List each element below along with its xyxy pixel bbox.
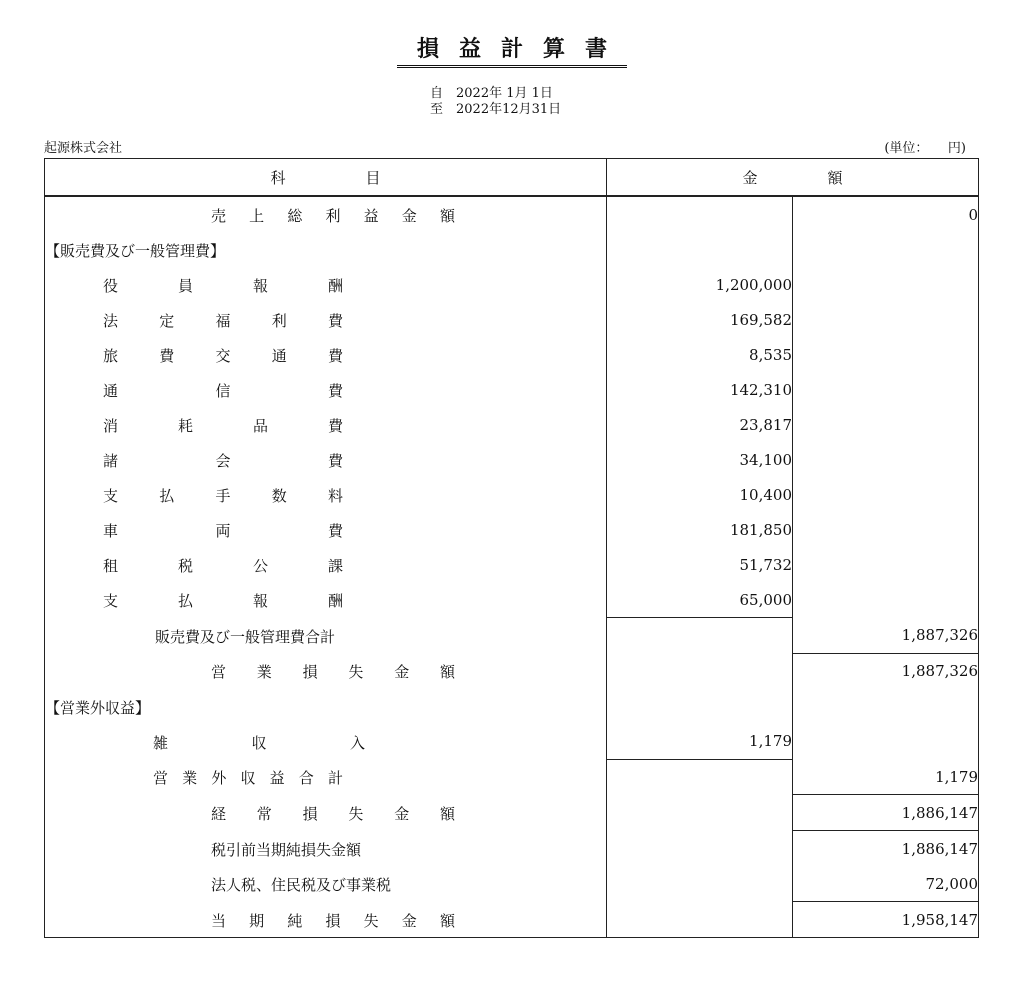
row-label: 営 業 損 失 金 額	[211, 663, 455, 681]
header-subject: 科目	[45, 159, 607, 197]
table-row	[45, 232, 979, 267]
row-label: 旅 費 交 通 費	[103, 347, 343, 365]
row-total-amount: 1,886,147	[793, 831, 979, 867]
row-subject	[45, 302, 607, 337]
row-subject	[45, 267, 607, 302]
row-subject	[45, 759, 607, 795]
table-row	[45, 512, 979, 547]
row-subject	[45, 477, 607, 512]
table-row	[45, 442, 979, 477]
row-subject	[45, 196, 607, 232]
table-row	[45, 724, 979, 760]
table-row	[45, 689, 979, 724]
row-detail-amount	[607, 795, 793, 831]
row-detail-amount: 1,200,000	[607, 267, 793, 302]
row-total-amount	[793, 477, 979, 512]
table-row	[45, 302, 979, 337]
row-subject	[45, 582, 607, 618]
row-total-amount	[793, 442, 979, 477]
table-header-row	[45, 159, 979, 197]
income-statement-table	[44, 158, 979, 938]
company-name: 起源株式会社	[44, 141, 123, 156]
row-label: 税引前当期純損失金額	[211, 840, 362, 859]
row-label: 法人税、住民税及び事業税	[211, 876, 392, 894]
row-total-amount	[793, 407, 979, 442]
row-total-amount	[793, 302, 979, 337]
row-label: 租 税 公 課	[103, 557, 343, 575]
row-label: 【営業外収益】	[45, 698, 151, 717]
row-subject	[45, 866, 607, 902]
row-total-amount: 1,886,147	[793, 795, 979, 831]
row-label: 雑 収 入	[153, 733, 365, 752]
table-row	[45, 831, 979, 867]
row-detail-amount	[607, 759, 793, 795]
row-label: 支 払 報 酬	[103, 592, 343, 610]
row-subject	[45, 618, 607, 654]
row-subject	[45, 407, 607, 442]
row-label: 通 信 費	[103, 382, 343, 400]
row-detail-amount	[607, 232, 793, 267]
row-subject	[45, 232, 607, 267]
row-detail-amount: 169,582	[607, 302, 793, 337]
table-row	[45, 618, 979, 654]
unit-label: (単位： 円)	[884, 141, 966, 156]
row-total-amount: 1,958,147	[793, 902, 979, 938]
row-total-amount	[793, 547, 979, 582]
row-total-amount: 72,000	[793, 866, 979, 902]
row-total-amount: 1,887,326	[793, 618, 979, 654]
row-subject	[45, 512, 607, 547]
row-detail-amount	[607, 831, 793, 867]
table-row	[45, 477, 979, 512]
row-total-amount	[793, 512, 979, 547]
table-row	[45, 866, 979, 902]
row-label: 当 期 純 損 失 金 額	[211, 911, 455, 930]
row-label: 営 業 外 収 益 合 計	[153, 769, 343, 787]
row-subject	[45, 442, 607, 477]
table-row	[45, 582, 979, 618]
row-label: 売 上 総 利 益 金 額	[211, 207, 455, 225]
period-to: 至 2022年12月31日	[430, 102, 562, 117]
row-total-amount: 1,887,326	[793, 653, 979, 689]
row-detail-amount	[607, 618, 793, 654]
row-total-amount	[793, 372, 979, 407]
table-row	[45, 407, 979, 442]
row-subject	[45, 795, 607, 831]
row-label: 経 常 損 失 金 額	[211, 804, 455, 823]
row-detail-amount: 181,850	[607, 512, 793, 547]
table-row	[45, 653, 979, 689]
row-subject	[45, 653, 607, 689]
document-title: 損益計算書	[0, 32, 1024, 68]
period-from: 自 2022年 1月 1日	[430, 86, 553, 101]
row-total-amount: 0	[793, 196, 979, 232]
row-total-amount	[793, 267, 979, 302]
row-detail-amount: 1,179	[607, 724, 793, 760]
header-amount: 金額	[607, 159, 979, 197]
table-row	[45, 795, 979, 831]
row-subject	[45, 724, 607, 760]
row-label: 支 払 手 数 料	[103, 487, 343, 505]
row-subject	[45, 689, 607, 724]
row-subject	[45, 337, 607, 372]
row-detail-amount: 65,000	[607, 582, 793, 618]
row-label: 【販売費及び一般管理費】	[45, 242, 226, 260]
row-detail-amount: 51,732	[607, 547, 793, 582]
row-detail-amount: 23,817	[607, 407, 793, 442]
row-detail-amount: 34,100	[607, 442, 793, 477]
row-total-amount	[793, 232, 979, 267]
row-detail-amount: 142,310	[607, 372, 793, 407]
row-subject	[45, 902, 607, 938]
row-subject	[45, 372, 607, 407]
row-label: 販売費及び一般管理費合計	[155, 627, 336, 646]
row-detail-amount	[607, 196, 793, 232]
row-label: 諸 会 費	[103, 452, 343, 470]
row-detail-amount	[607, 689, 793, 724]
fiscal-period	[430, 86, 561, 118]
row-label: 法 定 福 利 費	[103, 312, 343, 330]
table-row	[45, 759, 979, 795]
table-row	[45, 337, 979, 372]
table-row	[45, 196, 979, 232]
row-total-amount	[793, 724, 979, 760]
table-row	[45, 547, 979, 582]
row-total-amount	[793, 689, 979, 724]
row-detail-amount	[607, 866, 793, 902]
row-label: 消 耗 品 費	[103, 417, 343, 435]
table-row	[45, 267, 979, 302]
row-total-amount	[793, 582, 979, 618]
row-detail-amount	[607, 902, 793, 938]
table-row	[45, 372, 979, 407]
row-total-amount: 1,179	[793, 759, 979, 795]
row-detail-amount: 10,400	[607, 477, 793, 512]
row-subject	[45, 831, 607, 867]
row-detail-amount: 8,535	[607, 337, 793, 372]
row-subject	[45, 547, 607, 582]
row-total-amount	[793, 337, 979, 372]
row-label: 役 員 報 酬	[103, 277, 343, 295]
row-detail-amount	[607, 653, 793, 689]
table-row	[45, 902, 979, 938]
row-label: 車 両 費	[103, 522, 343, 540]
